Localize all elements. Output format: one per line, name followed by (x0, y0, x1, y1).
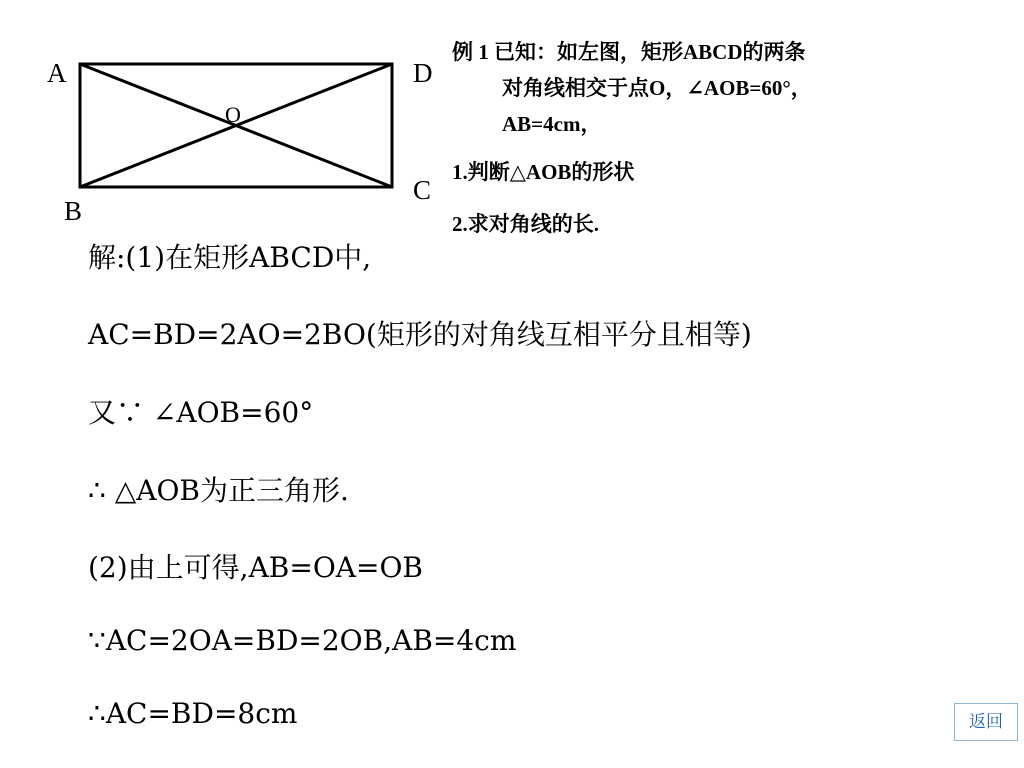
solution-line-5: (2)由上可得,AB=OA=OB (88, 551, 423, 584)
center-label-o: O (225, 102, 241, 127)
solution-line-2: AC=BD=2AO=2BO(矩形的对角线互相平分且相等) (88, 318, 752, 351)
solution-line-7: ∴AC=BD=8cm (88, 697, 298, 730)
solution-line-6: ∵AC=2OA=BD=2OB,AB=4cm (88, 624, 517, 657)
back-button[interactable]: 返回 (954, 703, 1018, 741)
solution-line-3: 又∵ ∠AOB=60° (88, 396, 314, 429)
question-2: 2.求对角线的长. (452, 212, 599, 236)
problem-line-1: 例 1 已知：如左图，矩形ABCD的两条 (452, 40, 806, 64)
vertex-label-b: B (64, 196, 83, 226)
vertex-label-c: C (413, 175, 432, 205)
vertex-label-a: A (47, 58, 67, 88)
question-1: 1.判断△AOB的形状 (452, 160, 635, 184)
problem-line-3: AB=4cm， (502, 112, 602, 136)
solution-line-1: 解:(1)在矩形ABCD中, (88, 241, 372, 274)
solution-line-4: ∴ △AOB为正三角形. (88, 474, 349, 507)
rectangle-diagram (0, 0, 460, 240)
vertex-label-d: D (413, 58, 433, 88)
problem-line-2: 对角线相交于点O，∠AOB=60°， (502, 76, 812, 100)
